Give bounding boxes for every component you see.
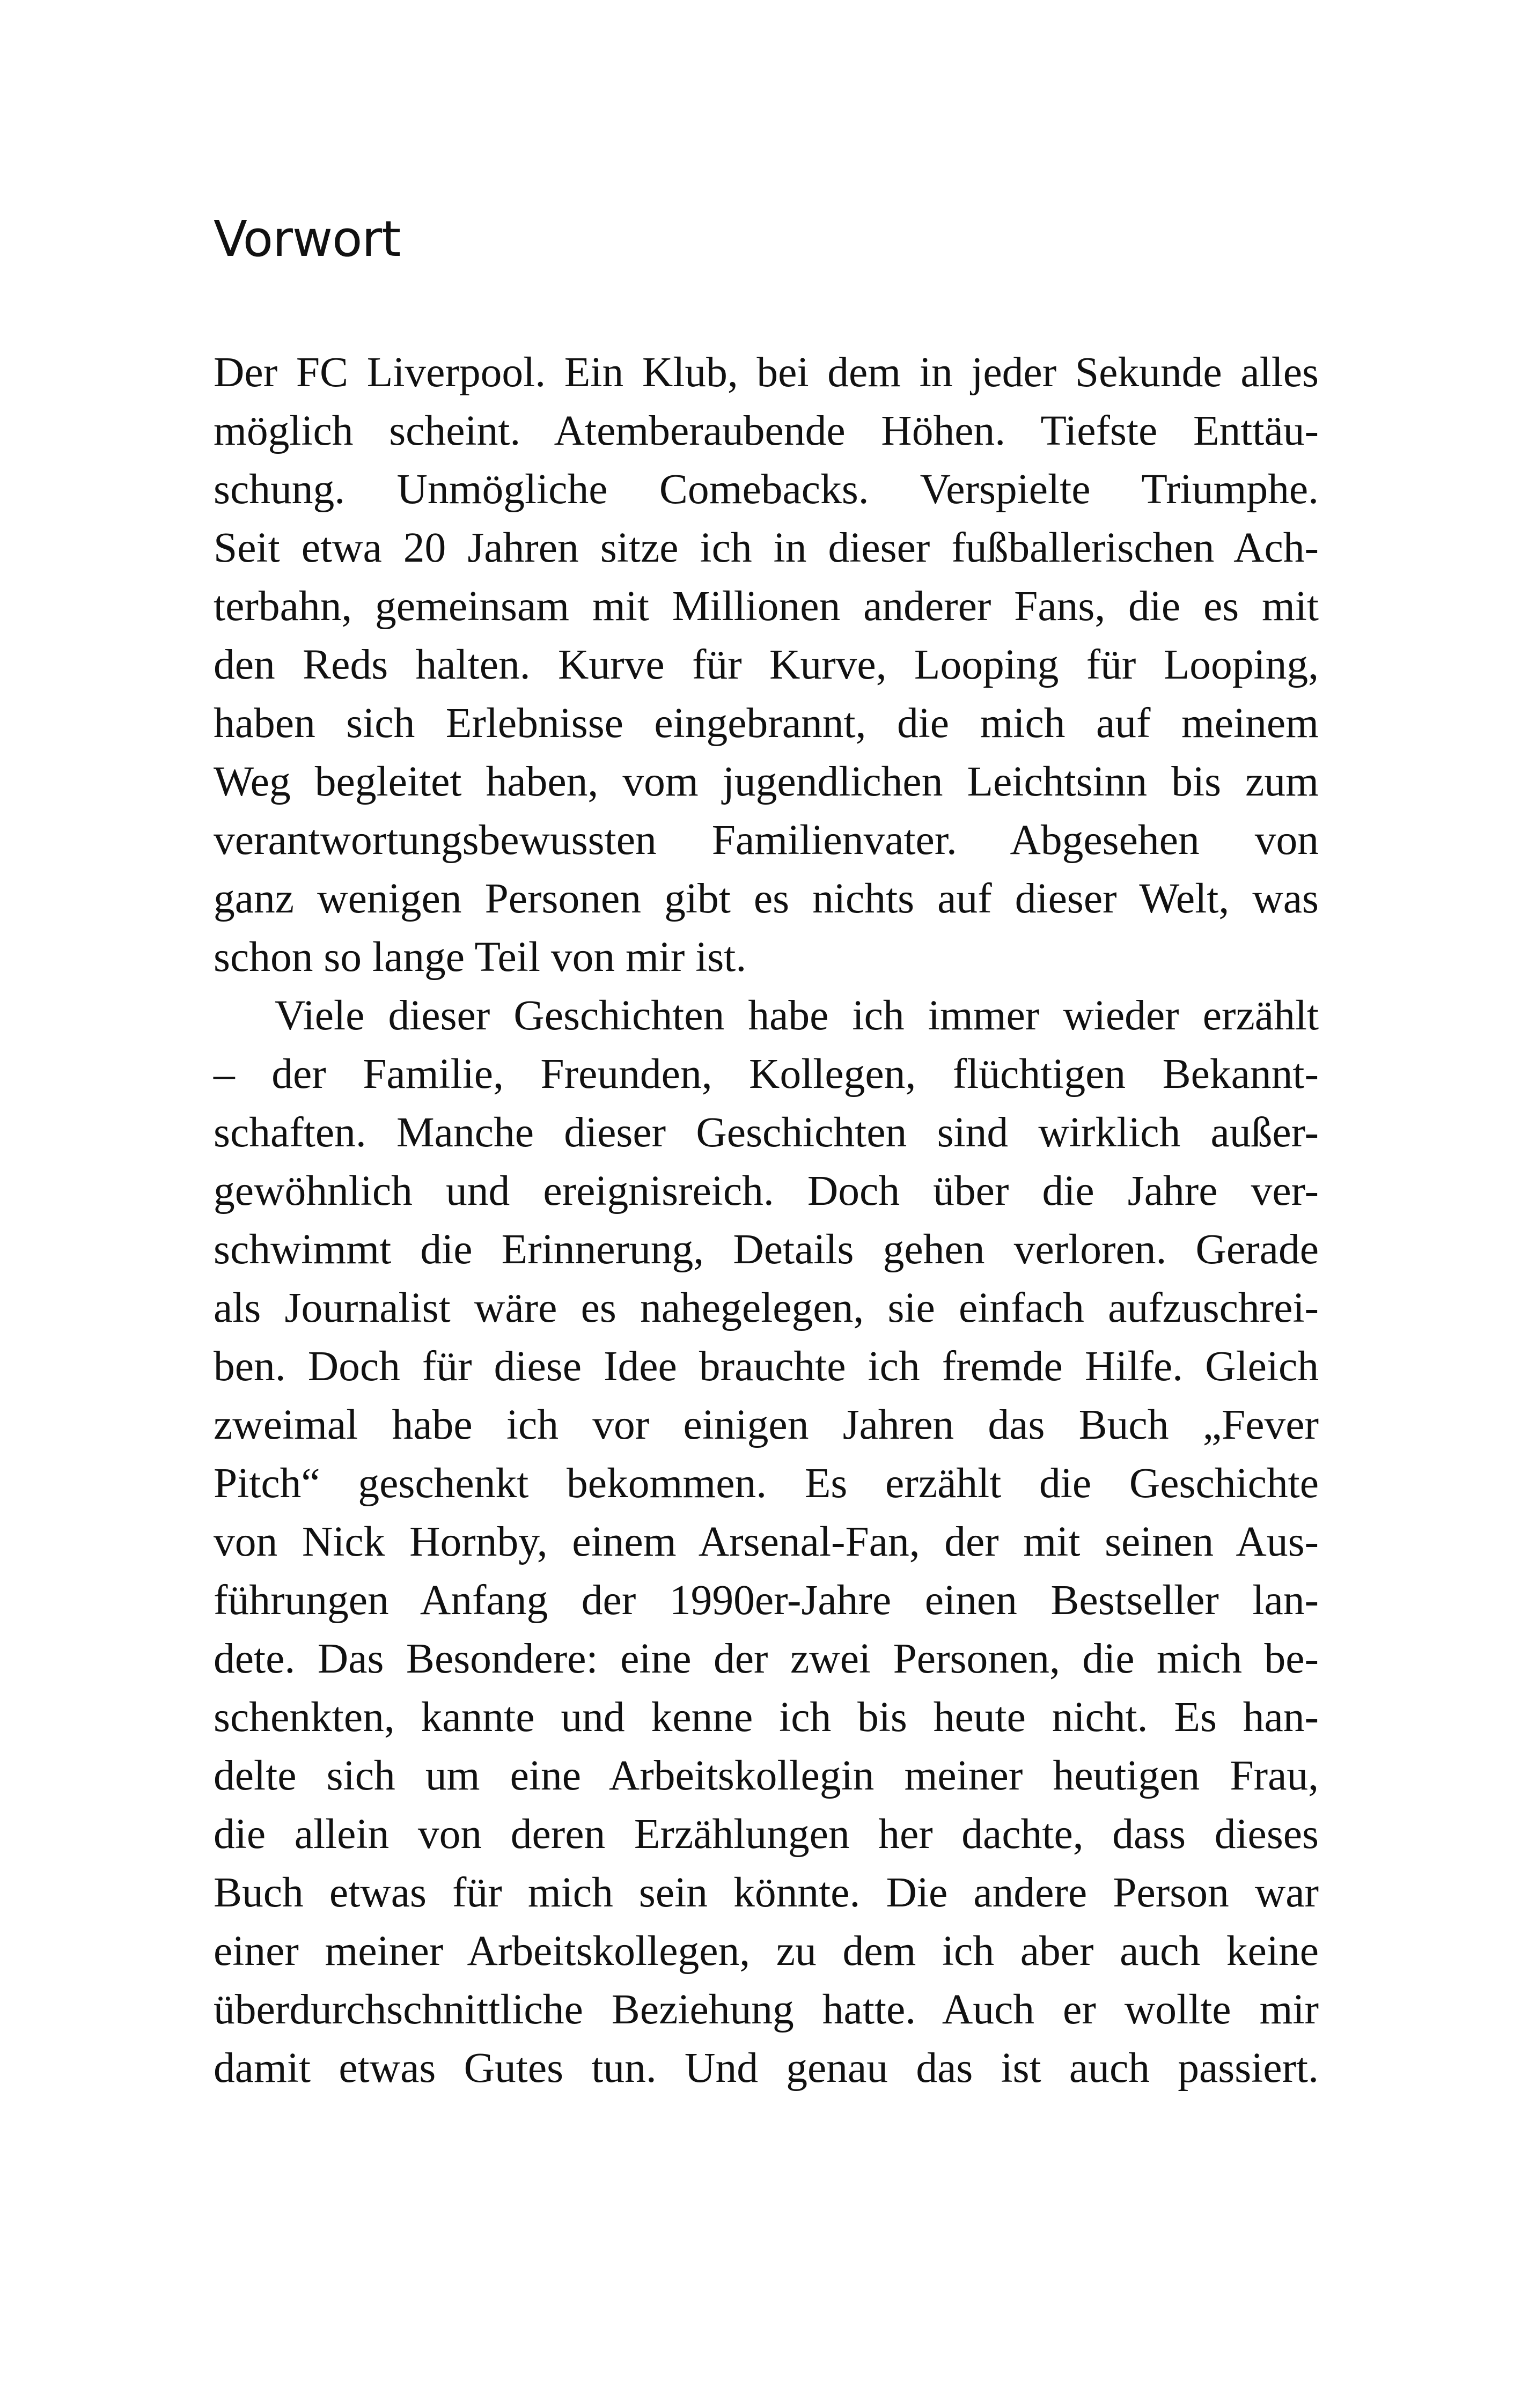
text-line: schung. Unmögliche Comebacks. Verspielte Triumphe. <box>214 466 1319 513</box>
text-line: Pitch“ geschenkt bekommen. Es erzählt die Geschichte <box>214 1460 1319 1507</box>
text-line: Viele dieser Geschichten habe ich immer wieder erzählt <box>275 992 1319 1039</box>
text-line: führungen Anfang der 1990er-Jahre einen Bestseller lan- <box>214 1577 1319 1624</box>
text-line: haben sich Erlebnisse eingebrannt, die mich auf meinem <box>214 699 1319 747</box>
text-line: terbahn, gemeinsam mit Millionen anderer Fans, die es mit <box>214 583 1319 630</box>
text-line: Buch etwas für mich sein könnte. Die andere Person war <box>214 1869 1319 1916</box>
text-line: gewöhnlich und ereignisreich. Doch über die Jahre ver- <box>214 1167 1319 1214</box>
text-line: einer meiner Arbeitskollegen, zu dem ich aber auch keine <box>214 1927 1319 1975</box>
text-line: – der Familie, Freunden, Kollegen, flüchtigen Bekannt- <box>214 1050 1319 1098</box>
text-line: zweimal habe ich vor einigen Jahren das Buch „Fever <box>214 1401 1319 1448</box>
text-line: Seit etwa 20 Jahren sitze ich in dieser fußballerischen Ach- <box>214 524 1319 571</box>
text-line: schwimmt die Erinnerung, Details gehen verloren. Gerade <box>214 1226 1319 1273</box>
text-line: delte sich um eine Arbeitskollegin meiner heutigen Frau, <box>214 1752 1319 1799</box>
text-line: Weg begleitet haben, vom jugendlichen Leichtsinn bis zum <box>214 758 1319 805</box>
paragraph-2 <box>214 986 1319 2097</box>
text-line: die allein von deren Erzählungen her dachte, dass dieses <box>214 1810 1319 1858</box>
text-line: verantwortungsbewussten Familienvater. Abgesehen von <box>214 816 1319 864</box>
text-line: damit etwas Gutes tun. Und genau das ist auch passiert. <box>214 2044 1319 2092</box>
text-line: Der FC Liverpool. Ein Klub, bei dem in jeder Sekunde alles <box>214 349 1319 396</box>
text-line: als Journalist wäre es nahegelegen, sie einfach aufzuschrei- <box>214 1284 1319 1331</box>
text-line: schaften. Manche dieser Geschichten sind wirklich außer- <box>214 1109 1319 1156</box>
body-text <box>214 343 1319 2097</box>
text-line: schenkten, kannte und kenne ich bis heute nicht. Es han- <box>214 1693 1319 1741</box>
text-line: schon so lange Teil von mir ist. <box>214 933 747 981</box>
text-line: ben. Doch für diese Idee brauchte ich fremde Hilfe. Gleich <box>214 1343 1319 1390</box>
chapter-heading: Vorwort <box>214 210 401 268</box>
text-line: überdurchschnittliche Beziehung hatte. Auch er wollte mir <box>214 1986 1319 2033</box>
text-line: ganz wenigen Personen gibt es nichts auf dieser Welt, was <box>214 875 1319 922</box>
text-line: dete. Das Besondere: eine der zwei Personen, die mich be- <box>214 1635 1319 1682</box>
text-line: von Nick Hornby, einem Arsenal-Fan, der mit seinen Aus- <box>214 1518 1319 1565</box>
text-line: den Reds halten. Kurve für Kurve, Looping für Looping, <box>214 641 1319 688</box>
paragraph-1 <box>214 343 1319 986</box>
text-line: möglich scheint. Atemberaubende Höhen. Tiefste Enttäu- <box>214 407 1319 454</box>
